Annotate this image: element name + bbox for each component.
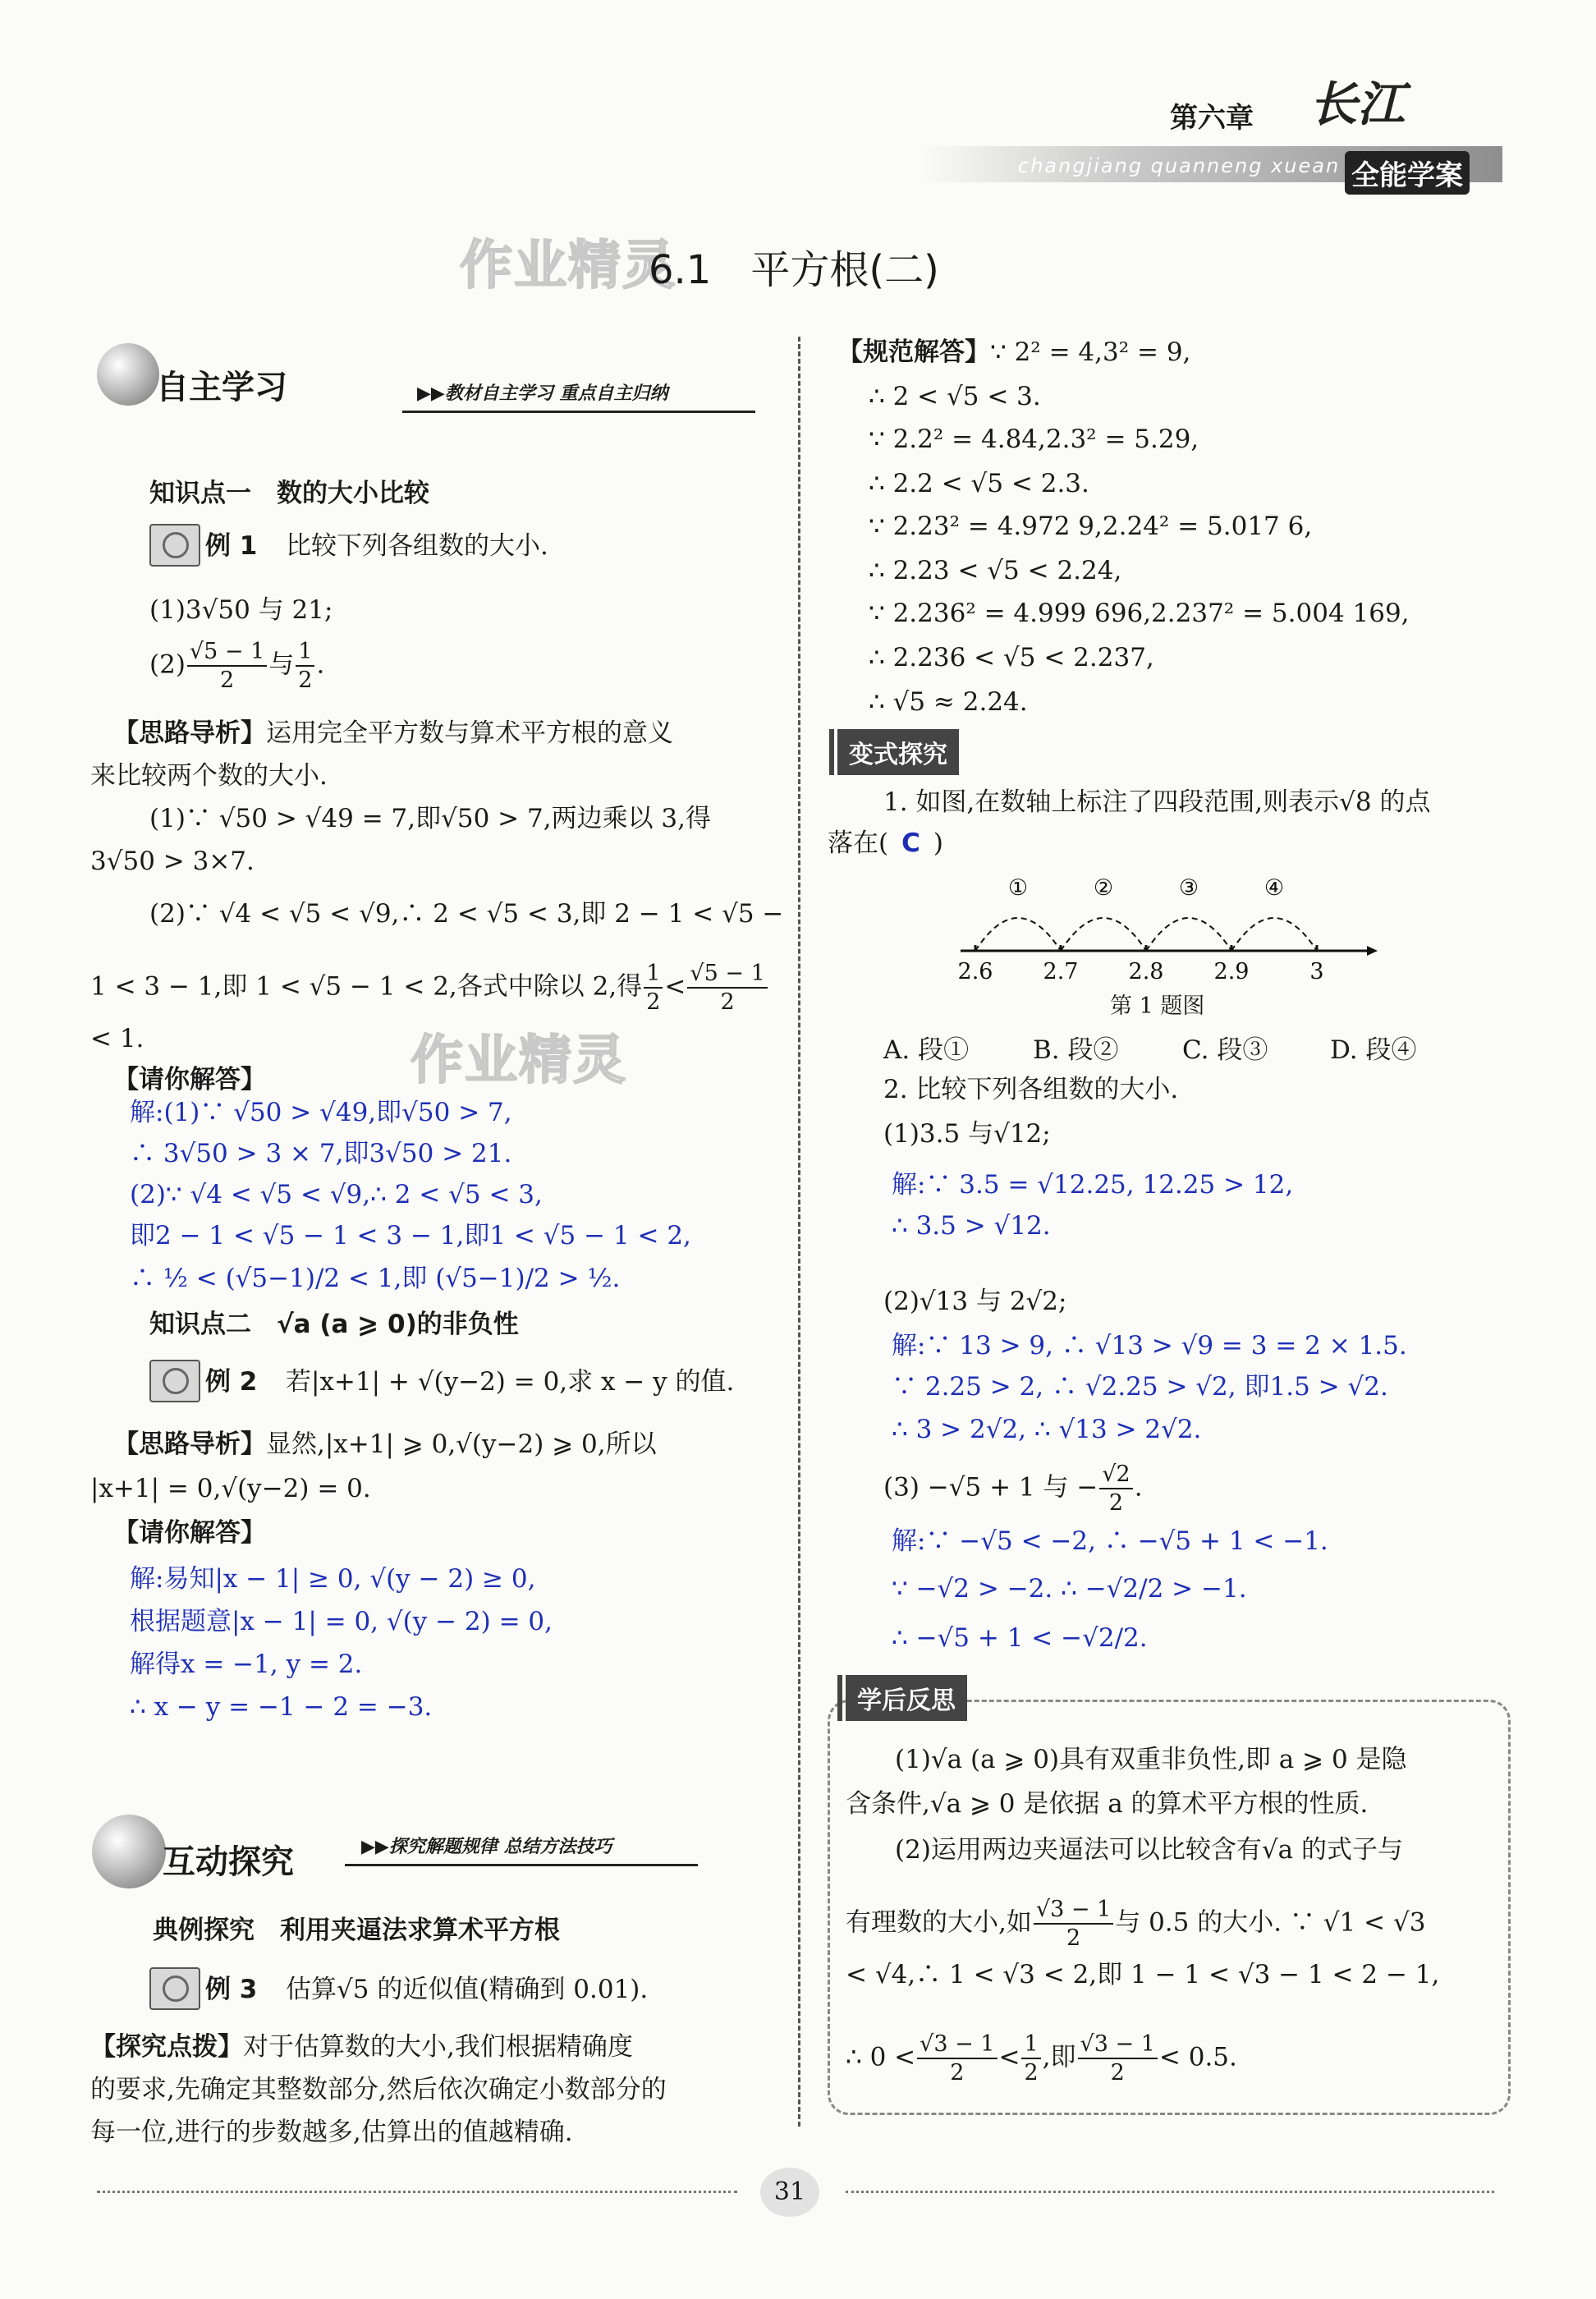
page-number: 31 (760, 2168, 819, 2217)
knowledge-point-1: 知识点一 数的大小比较 (149, 479, 429, 508)
footer-rule-left (97, 2191, 737, 2193)
number-line-segment-label: ② (1093, 875, 1114, 901)
number-line-segment-arc (1231, 918, 1317, 951)
variant-tag: 变式探究 (837, 729, 959, 775)
reflection-line-1: 含条件,√a ⩾ 0 是依据 a 的算术平方根的性质. (846, 1789, 1369, 1819)
variant-2-q2: (2)√13 与 2√2; (883, 1287, 1067, 1316)
number-line-arrow (1367, 946, 1378, 956)
analysis-1-line-1: 来比较两个数的大小. (90, 761, 328, 791)
reflection-line-5: ∴ 0 < $\frac{√3 - 1}{2}$ < $\frac{1}{2}$ ,即 $\frac{√3 - 1}{2}$ < 0.5. (846, 2031, 1237, 2086)
choice-b: B. 段② (1033, 1035, 1119, 1065)
chapter-label: 第六章 (1170, 102, 1254, 135)
variant-2-a2-line-1: ∵ 2.25 > 2, ∴ √2.25 > √2, 即1.5 > √2. (892, 1372, 1388, 1402)
variant-2-q1: (1)3.5 与√12; (883, 1119, 1051, 1149)
globe-icon (97, 343, 159, 406)
analysis-1-line-5: 1 < 3 − 1,即 1 < √5 − 1 < 2,各式中除以 2,得 $\frac{1}{2}$ < $\frac{√5 - 1}{2}$ (90, 962, 769, 1013)
variant-2-a3-line-0: 解:∵ −√5 < −2, ∴ −√5 + 1 < −1. (892, 1526, 1328, 1556)
example-1-text: 比较下列各组数的大小. (286, 531, 548, 561)
answer-2-line-3: ∴ x − y = −1 − 2 = −3. (130, 1692, 433, 1722)
page-title: 6.1 平方根(二) (649, 247, 939, 293)
example-3-label: 例 3 (205, 1975, 258, 2004)
watermark: 作业精灵 (460, 236, 676, 296)
variant-2-a1-line-0: 解:∵ 3.5 = √12.25, 12.25 > 12, (892, 1170, 1294, 1200)
std-answer-line-7: ∴ 2.236 < √5 < 2.237, (869, 643, 1154, 672)
answer-1-line-1: ∴ 3√50 > 3 × 7,即3√50 > 21. (130, 1139, 512, 1168)
example-icon (149, 524, 200, 567)
analysis-1-line-3: 3√50 > 3×7. (90, 847, 255, 876)
choice-c: C. 段③ (1182, 1035, 1268, 1065)
knowledge-point-2: 知识点二 √a (a ⩾ 0)的非负性 (149, 1310, 519, 1339)
variant-2-a2-line-2: ∴ 3 > 2√2, ∴ √13 > 2√2. (892, 1415, 1202, 1444)
answer-2-line-2: 解得x = −1, y = 2. (130, 1650, 363, 1679)
column-divider (798, 337, 800, 2127)
example-2-text: 若|x+1| + √(y−2) = 0,求 x − y 的值. (286, 1367, 735, 1397)
header-pinyin: changjiang quanneng xuean (1018, 154, 1341, 177)
choice-d: D. 段④ (1330, 1035, 1417, 1065)
std-answer-line-6: ∵ 2.236² = 4.999 696,2.237² = 5.004 169, (869, 599, 1410, 628)
analysis-1-line-4: (2)∵ √4 < √5 < √9,∴ 2 < √5 < 3,即 2 − 1 < √5 − (149, 899, 784, 929)
number-line-tick-label: 2.9 (1213, 959, 1250, 984)
number-line-segment-label: ④ (1264, 875, 1285, 901)
watermark-2: 作业精灵 (410, 1030, 627, 1091)
number-line-figure (952, 870, 1379, 993)
number-line-tick-label: 2.7 (1043, 959, 1079, 984)
banner-rule (402, 411, 755, 413)
section-banner-2-subtitle: ▶▶探究解题规律 总结方法技巧 (361, 1837, 612, 1857)
variant-2-prompt: 2. 比较下列各组数的大小. (883, 1075, 1179, 1104)
figure-caption: 第 1 题图 (1110, 993, 1205, 1019)
answer-1-line-3: 即2 − 1 < √5 − 1 < 3 − 1,即1 < √5 − 1 < 2, (130, 1221, 691, 1250)
std-answer-line-0: 【规范解答】∵ 2² = 4,3² = 9, (837, 337, 1191, 367)
analysis-1-line-6: < 1. (90, 1024, 144, 1053)
answer-1-line-4: ∴ ½ < (√5−1)/2 < 1,即 (√5−1)/2 > ½. (130, 1264, 621, 1293)
typical-example-heading: 典例探究 利用夹逼法求算术平方根 (153, 1916, 560, 1945)
number-line-tick-label: 3 (1309, 959, 1324, 984)
std-answer-line-2: ∵ 2.2² = 4.84,2.3² = 5.29, (869, 424, 1199, 454)
std-answer-line-8: ∴ √5 ≈ 2.24. (869, 687, 1028, 717)
reflection-line-3: 有理数的大小,如 $\frac{√3 - 1}{2}$ 与 0.5 的大小. ∵ √1 < √3 (846, 1897, 1426, 1951)
example-icon-2 (149, 1360, 200, 1402)
std-answer-line-4: ∵ 2.23² = 4.972 9,2.24² = 5.017 6, (869, 512, 1313, 541)
analysis-1-line-2: (1)∵ √50 > √49 = 7,即√50 > 7,两边乘以 3,得 (149, 804, 711, 833)
hint-line-1: 的要求,先确定其整数部分,然后依次确定小数部分的 (90, 2075, 667, 2104)
example-1-q1: (1)3√50 与 21; (149, 595, 333, 625)
hint-line-0: 【探究点拨】对于估算数的大小,我们根据精确度 (90, 2032, 633, 2062)
example-icon-3 (149, 1967, 200, 2010)
example-1-q2: (2) $\frac{√5 - 1}{2}$ 与 $\frac{1}{2}$ . (149, 639, 325, 693)
banner-2-rule (345, 1864, 698, 1866)
section-banner-subtitle: ▶▶教材自主学习 重点自主归纳 (417, 383, 668, 404)
brand-logo: 长江 (1309, 76, 1406, 132)
brand-subtitle: 全能学案 (1345, 151, 1470, 195)
variant-2-a1-line-1: ∴ 3.5 > √12. (892, 1211, 1051, 1241)
example-1-label: 例 1 (205, 531, 258, 561)
std-answer-line-1: ∴ 2 < √5 < 3. (869, 382, 1041, 411)
reflection-line-4: < √4,∴ 1 < √3 < 2,即 1 − 1 < √3 − 1 < 2 − 1, (846, 1960, 1440, 1989)
variant-2-a3-line-2: ∴ −√5 + 1 < −√2/2. (892, 1623, 1148, 1653)
answer-2-line-0: 解:易知|x − 1| ≥ 0, √(y − 2) ≥ 0, (130, 1564, 536, 1594)
variant-1-line-1: 落在( C ) (828, 828, 943, 858)
reflection-line-0: (1)√a (a ⩾ 0)具有双重非负性,即 a ⩾ 0 是隐 (895, 1745, 1407, 1774)
answer-1-line-0: 解:(1)∵ √50 > √49,即√50 > 7, (130, 1098, 512, 1127)
footer-rule-right (846, 2191, 1494, 2193)
number-line-segment-arc (975, 918, 1061, 951)
reflection-tag: 学后反思 (846, 1675, 967, 1721)
variant-2-a3-line-1: ∵ −√2 > −2. ∴ −√2/2 > −1. (892, 1574, 1247, 1604)
planet-icon (92, 1815, 166, 1888)
number-line-tick-label: 2.8 (1128, 959, 1164, 984)
number-line-segment-arc (1061, 918, 1146, 951)
variant-2-a2-line-0: 解:∵ 13 > 9, ∴ √13 > √9 = 3 = 2 × 1.5. (892, 1331, 1407, 1361)
answer-1-label: 【请你解答】 (113, 1065, 266, 1094)
section-banner-interactive: 互动探究 (163, 1843, 294, 1881)
choice-a: A. 段① (883, 1035, 970, 1065)
example-3-text: 估算√5 的近似值(精确到 0.01). (286, 1975, 649, 2004)
variant-1-line-0: 1. 如图,在数轴上标注了四段范围,则表示√8 的点 (883, 787, 1431, 817)
variant-2-q3: (3) −√5 + 1 与 − $\frac{√2}{2}$ . (883, 1462, 1143, 1516)
answer-2-label: 【请你解答】 (113, 1518, 266, 1548)
section-banner-self-study: 自主学习 (156, 369, 287, 406)
hint-line-2: 每一位,进行的步数越多,估算出的值越精确. (90, 2118, 573, 2147)
answer-1-line-2: (2)∵ √4 < √5 < √9,∴ 2 < √5 < 3, (130, 1180, 543, 1209)
number-line-segment-label: ① (1007, 875, 1029, 901)
number-line-segment-arc (1146, 918, 1231, 951)
std-answer-line-5: ∴ 2.23 < √5 < 2.24, (869, 556, 1122, 585)
reflection-line-2: (2)运用两边夹逼法可以比较含有√a 的式子与 (895, 1835, 1403, 1865)
std-answer-line-3: ∴ 2.2 < √5 < 2.3. (869, 469, 1089, 498)
example-2-label: 例 2 (205, 1367, 258, 1397)
number-line-segment-label: ③ (1178, 875, 1199, 901)
analysis-2-line-1: |x+1| = 0,√(y−2) = 0. (90, 1474, 371, 1503)
analysis-1-line-0: 【思路导析】运用完全平方数与算术平方根的意义 (113, 718, 673, 748)
number-line-tick-label: 2.6 (957, 959, 993, 984)
analysis-2-line-0: 【思路导析】显然,|x+1| ⩾ 0,√(y−2) ⩾ 0,所以 (113, 1429, 657, 1459)
answer-2-line-1: 根据题意|x − 1| = 0, √(y − 2) = 0, (130, 1607, 553, 1636)
